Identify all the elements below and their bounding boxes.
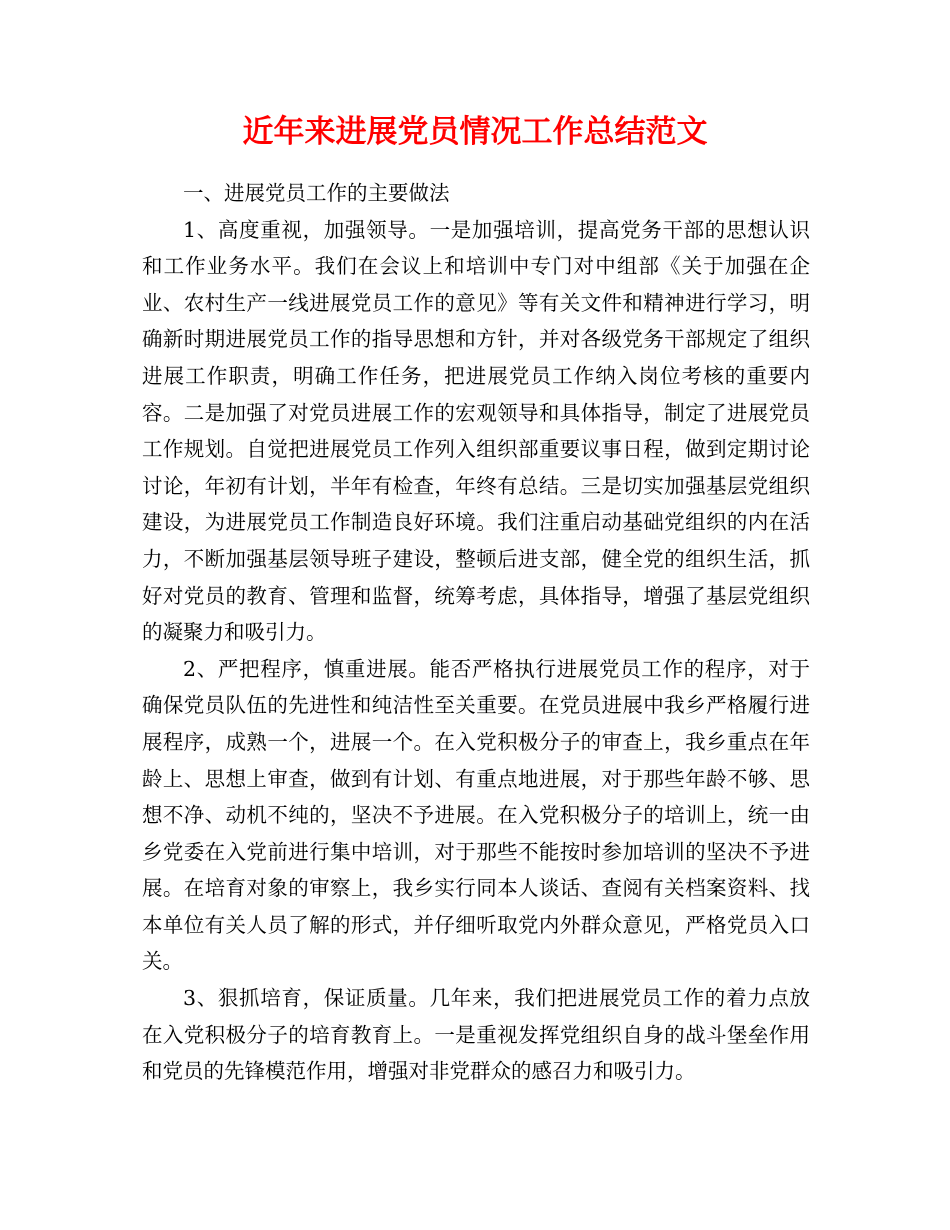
- paragraph-2: 2、严把程序，慎重进展。能否严格执行进展党员工作的程序，对于确保党员队伍的先进性和纯洁性至关重要。在党员进展中我乡严格履行进展程序，成熟一个，进展一个。在入党积极分子的审查上，我乡重点在年龄上、思想上审查，做到有计划、有重点地进展，对于那些年龄不够、思想不净、动机不纯的，坚决不予进展。在入党积极分子的培训上，统一由乡党委在入党前进行集中培训，对于那些不能按时参加培训的坚决不予进展。在培育对象的审察上，我乡实行同本人谈话、查阅有关档案资料、找本单位有关人员了解的形式，并仔细听取党内外群众意见，严格党员入口关。: [142, 656, 810, 974]
- document-title: 近年来进展党员情况工作总结范文: [242, 114, 708, 150]
- document-body: [142, 175, 810, 1090]
- paragraph-3: 3、狠抓培育，保证质量。几年来，我们把进展党员工作的着力点放在入党积极分子的培育教育上。一是重视发挥党组织自身的战斗堡垒作用和党员的先锋模范作用，增强对非党群众的感召力和吸引力。: [142, 986, 810, 1084]
- paragraph-1: 1、高度重视，加强领导。一是加强培训，提高党务干部的思想认识和工作业务水平。我们在会议上和培训中专门对中组部《关于加强在企业、农村生产一线进展党员工作的意见》等有关文件和精神进行学习，明确新时期进展党员工作的指导思想和方针，并对各级党务干部规定了组织进展工作职责，明确工作任务，把进展党员工作纳入岗位考核的重要内容。二是加强了对党员进展工作的宏观领导和具体指导，制定了进展党员工作规划。自觉把进展党员工作列入组织部重要议事日程，做到定期讨论讨论，年初有计划，半年有检查，年终有总结。三是切实加强基层党组织建设，为进展党员工作制造良好环境。我们注重启动基础党组织的内在活力，不断加强基层领导班子建设，整顿后进支部，健全党的组织生活，抓好对党员的教育、管理和监督，统筹考虑，具体指导，增强了基层党组织的凝聚力和吸引力。: [142, 217, 810, 645]
- section-heading: 一、进展党员工作的主要做法: [183, 181, 450, 205]
